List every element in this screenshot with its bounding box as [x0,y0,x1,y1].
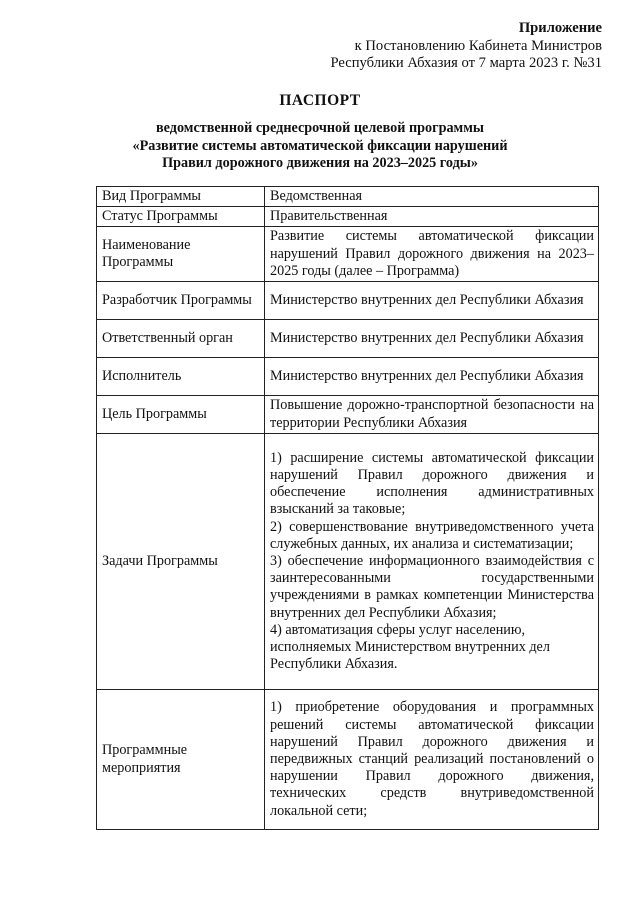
row-label: Исполнитель [97,358,265,396]
task-item: 4) автоматизация сферы услуг населению, исполняемых Министерством внутренних дел Республики Абхазия. [270,621,550,673]
task-item: 1) расширение системы автоматической фиксации нарушений Правил дорожного движения и обеспечение исполнения административных взысканий за таковые; [270,449,594,518]
table-row-tasks [97,434,599,690]
appendix-line-1: к Постановлению Кабинета Министров [354,37,602,54]
appendix-line-2: Республики Абхазия от 7 марта 2023 г. №31 [330,55,602,71]
appendix-heading: Приложение [518,20,602,36]
table-row [97,320,599,358]
table-row [97,207,599,227]
row-value: Правительственная [265,207,599,227]
passport-table [96,186,599,830]
row-label: Статус Программы [97,207,265,227]
row-value: Министерство внутренних дел Республики Абхазия [265,358,599,396]
table-row [97,187,599,207]
activities-list [265,690,599,830]
row-label: Задачи Программы [97,434,265,690]
row-value: Ведомственная [265,187,599,207]
tasks-list [265,434,599,690]
program-title-line-3: Правил дорожного движения на 2023–2025 годы» [162,155,478,171]
task-item: 3) обеспечение информационного взаимодействия с заинтересованными государственными учреждениями в рамках компетенции Министерства внутренних дел Республики Абхазия; [270,552,594,621]
document-title: ПАСПОРТ [279,92,361,109]
row-value: Повышение дорожно-транспортной безопасности на территории Республики Абхазия [265,396,599,434]
program-title-line-1: ведомственной среднесрочной целевой программы [156,120,484,136]
table-row [97,396,599,434]
task-item: 2) совершенствование внутриведомственного учета служебных данных, их анализа и систематизации; [270,518,594,552]
row-value: Министерство внутренних дел Республики Абхазия [265,320,599,358]
row-value: Министерство внутренних дел Республики Абхазия [265,282,599,320]
row-value: Развитие системы автоматической фиксации нарушений Правил дорожного движения на 2023–2025 годы (далее – Программа) [265,227,599,282]
row-label: Программные мероприятия [97,690,265,830]
table-row [97,358,599,396]
table-row [97,227,599,282]
activity-item: 1) приобретение оборудования и программных решений системы автоматической фиксации нарушений Правил дорожного движения и передвижных станций реализаций постановлений о нарушении Правил дорожного движения, технических средств внутриведомственной локальной сети; [270,699,594,819]
table-row-activities [97,690,599,830]
row-label: Ответственный орган [97,320,265,358]
row-label: Разработчик Программы [97,282,265,320]
row-label: Цель Программы [97,396,265,434]
appendix-block [330,20,602,73]
program-title [0,120,640,173]
row-label: Наименование Программы [97,227,265,282]
table-row [97,282,599,320]
program-title-line-2: «Развитие системы автоматической фиксации нарушений [132,137,508,154]
row-label: Вид Программы [97,187,265,207]
